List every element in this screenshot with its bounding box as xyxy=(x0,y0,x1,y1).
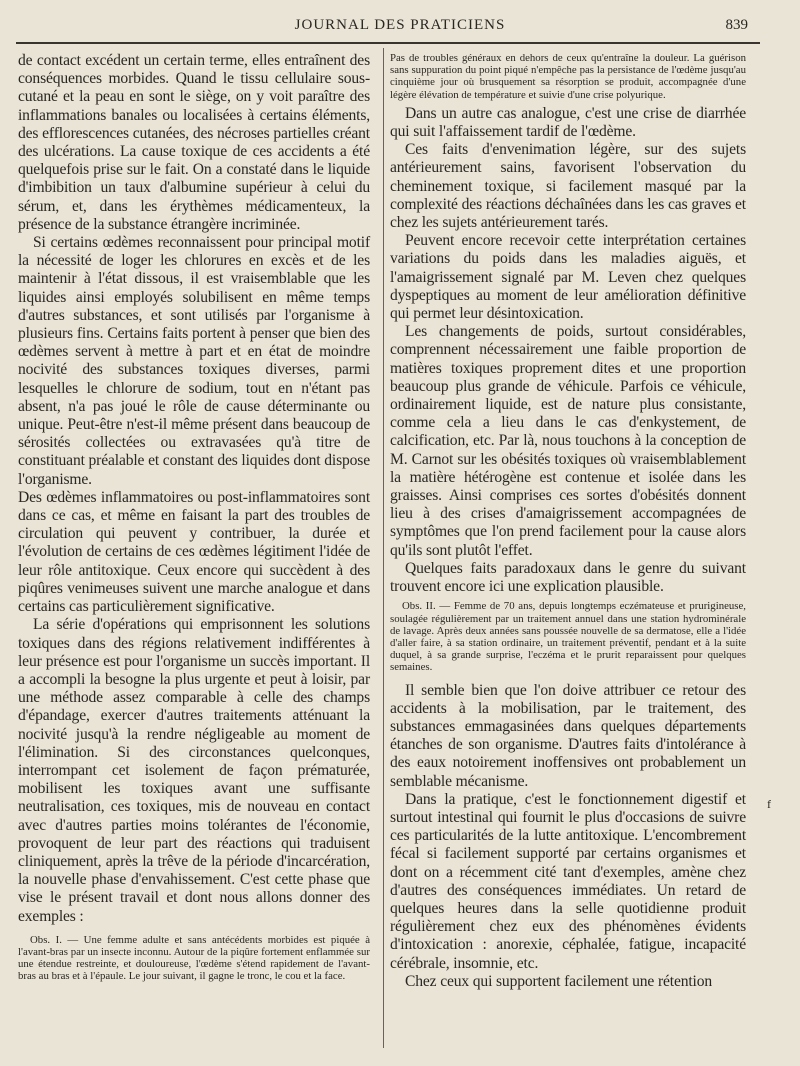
running-header xyxy=(0,14,800,40)
page-number: 839 xyxy=(725,17,748,33)
observation-note-continued: Pas de troubles généraux en dehors de ceux qu'entraîne la douleur. La guérison sans suppuration du point piqué n'empêche pas la persistance de l'œdème jusqu'au cinquième jour où brusquement sa résorption se produit, accompagnée d'une légère élévation de température et suivie d'une crise polyurique. xyxy=(390,52,746,101)
paragraph: Peuvent encore recevoir cette interprétation certaines variations du poids dans les maladies aiguës, et l'amaigrissement signalé par M. Leven chez quelques dyspeptiques au moment de leur amélioration définitive qui permet leur désintoxication. xyxy=(390,232,746,323)
paragraph: Si certains œdèmes reconnaissent pour principal motif la nécessité de loger les chlorures en excès et de les maintenir à l'état dissous, il est vraisemblable que les liquides ainsi employés solubilisent en même temps d'autres substances, et sont utilisés par l'organisme à plusieurs fins. Certains faits portent à penser que bien des œdèmes servent à mettre à part et en état de moindre nocivité des substances toxiques diverses, parmi lesquelles le chlorure de sodium, tout en n'étant pas absent, n'a pas joué le rôle de cause déterminante ou unique. Peut-être n'est-il même présent dans beaucoup de sérosités collectées ou extravasées qu'à titre de constituant préalable et constant des liquides dont dispose l'organisme. xyxy=(18,234,370,488)
paragraph: Il semble bien que l'on doive attribuer ce retour des accidents à la mobilisation, par le traitement, des substances emmagasinées dans quelques départements étanches de son organisme. D'autres faits d'intolérance à des eaux notoirement inoffensives ont probablement un semblable mécanisme. xyxy=(390,681,746,790)
paragraph: Chez ceux qui supportent facilement une rétention xyxy=(405,972,713,990)
left-column xyxy=(18,52,370,983)
paragraph: La série d'opérations qui emprisonnent les solutions toxiques dans des régions relativement indifférentes à leur présence est pour l'organisme un succès important. Il a accompli la besogne la plus urgente et peut à loisir, par une méthode assez comparable à celle des champs d'épandage, exercer d'autres traitements atténuant la nocivité jusqu'à la rendre négligeable au moment de l'élimination. Si des circonstances quelconques, interrompant cet isolement de façon prématurée, mobilisent les toxiques avant une suffisante neutralisation, ces toxiques, mis de nouveau en contact avec d'autres parties moins tolérantes de l'économie, provoquent de leur part des réactions qui traduisent cliniquement, après la trêve de la période d'incarcération, la nouvelle phase d'envahissement. C'est cette phase que vise le présent travail et dont nous allons donner des exemples : xyxy=(18,616,370,925)
observation-note: Obs. II. — Femme de 70 ans, depuis longtemps eczémateuse et prurigineuse, soulagée régulièrement par un traitement annuel dans une station hydrominérale de lavage. Après deux années sans poussée nouvelle de sa dermatose, elle a l'idée d'aller faire, à sa station ordinaire, un traitement préventif, pendant et à la suite duquel, à sa grande surprise, l'eczéma et le prurit reparaissent pour quelques semaines. xyxy=(390,600,746,674)
paragraph: Dans la pratique, c'est le fonctionnement digestif et surtout intestinal qui fournit le plus d'occasions de suivre ces particularités de la lutte antitoxique. L'encombrement fécal si facilement supporté par certains organismes et dont on a récemment cité tant d'exemples, amène chez d'autres des conséquences immédiates. Un retard de quelques heures dans la selle quotidienne produit régulièrement chez eux des phénomènes évidents d'intoxication : anorexie, céphalée, fatigue, incapacité cérébrale, insomnie, etc. xyxy=(390,790,746,972)
paragraph: Quelques faits paradoxaux dans le genre du suivant trouvent encore ici une explication plausible. xyxy=(390,559,746,596)
observation-note: Obs. I. — Une femme adulte et sans antécédents morbides est piquée à l'avant-bras par un insecte inconnu. Autour de la piqûre fortement enflammée sur une étendue restreinte, et douloureuse, l'œdème s'étend rapidement de l'avant-bras au bras et à l'épaule. Le jour suivant, il gagne le tronc, le cou et la face. xyxy=(18,933,370,983)
paragraph: de contact excédent un certain terme, elles entraînent des conséquences morbides. Quand le tissu cellulaire sous-cutané et la peau en sont le siège, on y voit paraître des inflammations banales ou localisées à certains éléments, des efflorescences cutanées, des nécroses partielles créant des ulcérations. La cause toxique de ces accidents a été quelquefois prise sur le fait. On a constaté dans le liquide d'imbibition un taux d'albumine supérieur à celui du sérum, et, dans les érythèmes médicamenteux, la présence de la substance étrangère incriminée. xyxy=(18,52,370,233)
paragraph: Les changements de poids, surtout considérables, comprennent nécessairement une faible proportion de matières toxiques proprement dites et une proportion beaucoup plus grande de véhicule. Parfois ce véhicule, ordinairement liquide, est de nature plus consistante, comme cela a lieu dans le cas d'enkystement, de calcification, etc. Par là, nous touchons à la conception de M. Carnot sur les obésités toxiques où vraisemblablement la matière hétérogène est contenue et isolée dans les graisses. Ainsi comprises ces sortes d'obésités donnent lieu à des crises d'amaigrissement accompagnées de symptômes que l'on prend facilement pour la cause alors qu'ils sont plutôt l'effet. xyxy=(390,323,746,559)
paragraph: Des œdèmes inflammatoires ou post-inflammatoires sont dans ce cas, et même en faisant la part des troubles de circulation qui peuvent y contribuer, la durée et l'évolution de certains de ces œdèmes légitiment l'idée de leur rôle antitoxique. Ceux encore qui succèdent à des piqûres venimeuses suivent une marche analogue et dans certains cas particulièrement significative. xyxy=(18,488,370,616)
right-column xyxy=(390,52,746,991)
header-rule xyxy=(16,42,760,44)
paragraph: Ces faits d'envenimation légère, sur des sujets antérieurement sains, favorisent l'observation du cheminement toxique, si facilement masqué par la complexité des réactions déchaînées dans les cas graves et chez les sujets antérieurement tarés. xyxy=(390,141,746,232)
paragraph: Dans un autre cas analogue, c'est une crise de diarrhée qui suit l'affaissement tardif de l'œdème. xyxy=(390,104,746,141)
column-divider xyxy=(383,48,384,1048)
journal-title: JOURNAL DES PRATICIENS xyxy=(294,17,506,33)
margin-mark: f xyxy=(767,797,771,811)
